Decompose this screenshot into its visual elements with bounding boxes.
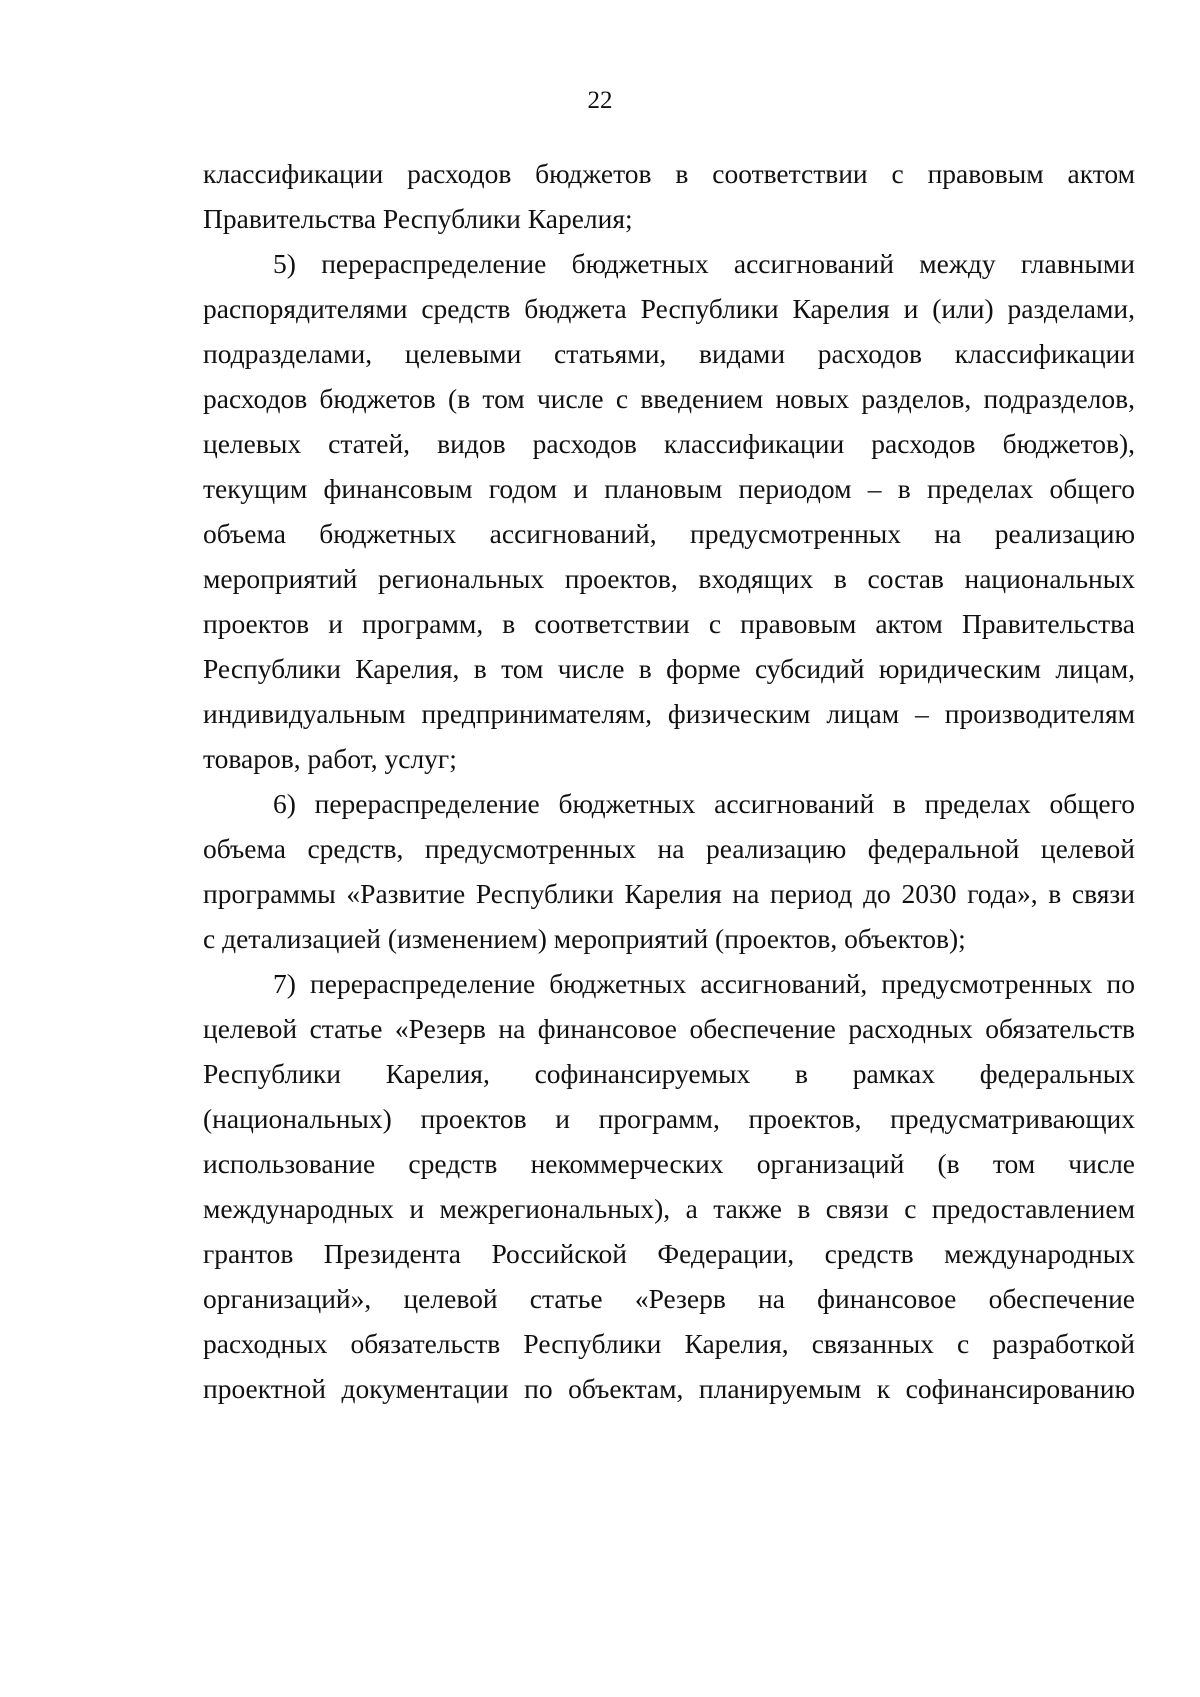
text-line: организаций», целевой статье «Резерв на финансовое обеспечение bbox=[203, 1283, 1135, 1314]
text-line: текущим финансовым годом и плановым периодом – в пределах общего bbox=[203, 473, 1135, 504]
text-line: товаров, работ, услуг; bbox=[203, 743, 457, 774]
text-line: объема бюджетных ассигнований, предусмотренных на реализацию bbox=[203, 518, 1135, 549]
text-line: распорядителями средств бюджета Республики Карелия и (или) разделами, bbox=[203, 293, 1135, 324]
text-line: Правительства Республики Карелия; bbox=[203, 203, 633, 234]
paragraph-6-first-line: 6) перераспределение бюджетных ассигнований в пределах общего bbox=[273, 788, 1135, 819]
text-line: проектов и программ, в соответствии с правовым актом Правительства bbox=[203, 608, 1135, 639]
text-line: подразделами, целевыми статьями, видами расходов классификации bbox=[203, 338, 1135, 369]
text-line: индивидуальным предпринимателям, физическим лицам – производителям bbox=[203, 698, 1135, 729]
paragraph-7-first-line: 7) перераспределение бюджетных ассигнований, предусмотренных по bbox=[273, 968, 1135, 999]
text-line: программы «Развитие Республики Карелия на период до 2030 года», в связи bbox=[203, 878, 1135, 909]
text-line: расходных обязательств Республики Карелия, связанных с разработкой bbox=[203, 1328, 1135, 1359]
text-line: проектной документации по объектам, планируемым к софинансированию bbox=[203, 1373, 1135, 1404]
text-line: целевых статей, видов расходов классификации расходов бюджетов), bbox=[203, 428, 1135, 459]
paragraph-5-first-line: 5) перераспределение бюджетных ассигнований между главными bbox=[273, 248, 1135, 279]
text-line: Республики Карелия, в том числе в форме субсидий юридическим лицам, bbox=[203, 653, 1135, 684]
page-number: 22 bbox=[587, 87, 613, 114]
text-line: Республики Карелия, софинансируемых в рамках федеральных bbox=[203, 1058, 1135, 1089]
text-line: с детализацией (изменением) мероприятий (проектов, объектов); bbox=[203, 923, 966, 954]
text-line: целевой статье «Резерв на финансовое обеспечение расходных обязательств bbox=[203, 1013, 1135, 1044]
text-line: расходов бюджетов (в том числе с введением новых разделов, подразделов, bbox=[203, 383, 1135, 414]
text-line: использование средств некоммерческих организаций (в том числе bbox=[203, 1148, 1135, 1179]
text-line: международных и межрегиональных), а также в связи с предоставлением bbox=[203, 1193, 1135, 1224]
text-line: объема средств, предусмотренных на реализацию федеральной целевой bbox=[203, 833, 1135, 864]
text-line: мероприятий региональных проектов, входящих в состав национальных bbox=[203, 563, 1135, 594]
text-line: грантов Президента Российской Федерации, средств международных bbox=[203, 1238, 1135, 1269]
text-line: классификации расходов бюджетов в соответствии с правовым актом bbox=[203, 158, 1135, 189]
text-line: (национальных) проектов и программ, проектов, предусматривающих bbox=[203, 1103, 1135, 1134]
